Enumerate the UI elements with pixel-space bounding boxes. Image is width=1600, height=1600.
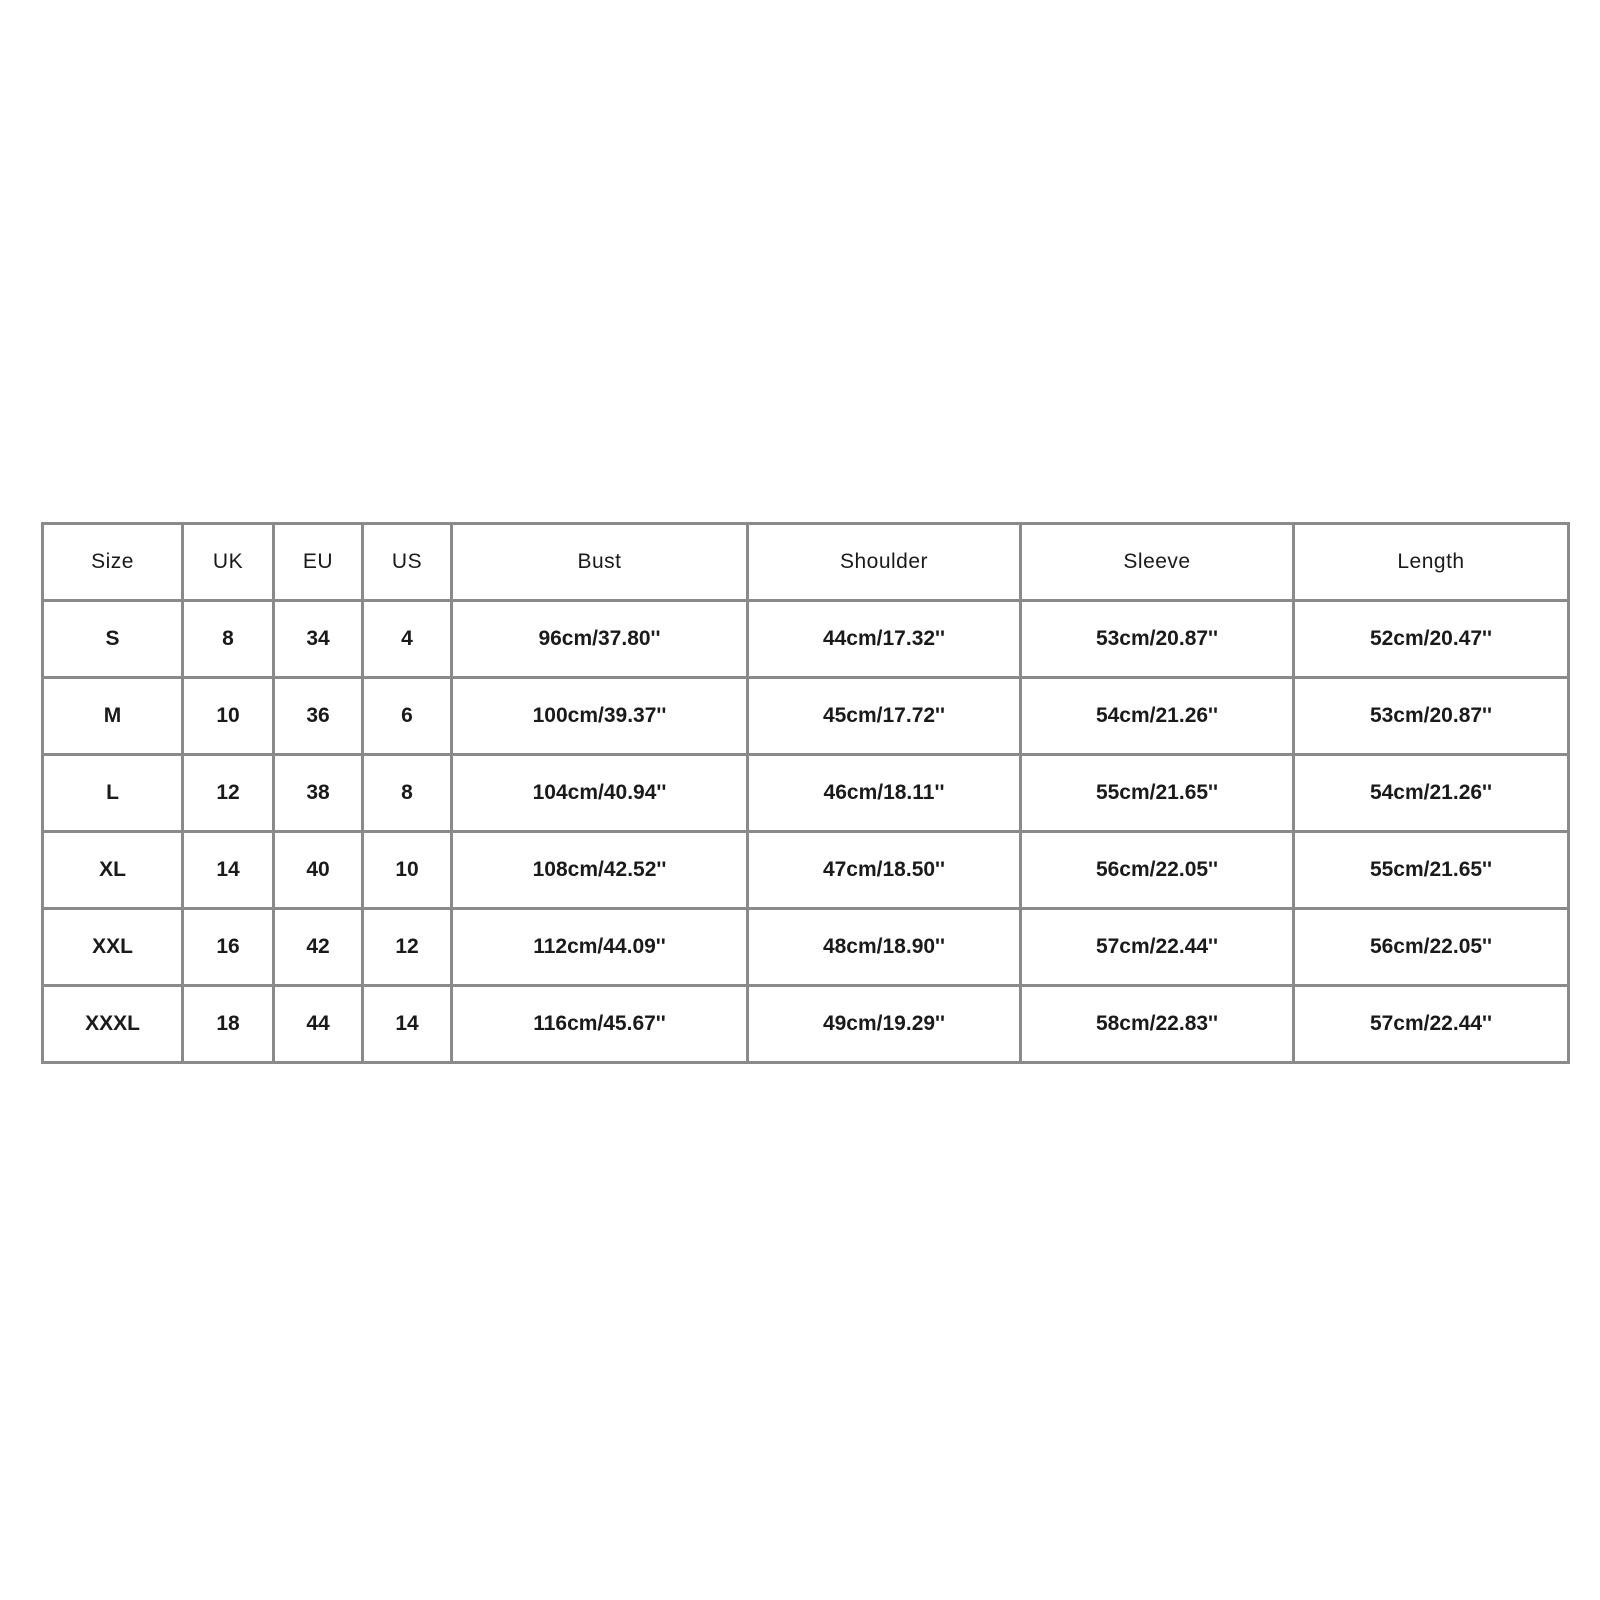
table-header-row: [43, 524, 1569, 601]
cell-eu: 34: [274, 601, 363, 678]
table-row: [43, 832, 1569, 909]
cell-size: L: [43, 755, 183, 832]
cell-bust: 96cm/37.80'': [452, 601, 748, 678]
cell-bust: 112cm/44.09'': [452, 909, 748, 986]
cell-us: 10: [363, 832, 452, 909]
cell-shoulder: 45cm/17.72'': [748, 678, 1021, 755]
cell-uk: 8: [183, 601, 274, 678]
cell-us: 4: [363, 601, 452, 678]
cell-sleeve: 54cm/21.26'': [1021, 678, 1294, 755]
header-shoulder: Shoulder: [748, 524, 1021, 601]
header-length: Length: [1294, 524, 1569, 601]
cell-shoulder: 47cm/18.50'': [748, 832, 1021, 909]
cell-size: XXXL: [43, 986, 183, 1063]
header-eu: EU: [274, 524, 363, 601]
table-row: [43, 909, 1569, 986]
cell-shoulder: 44cm/17.32'': [748, 601, 1021, 678]
cell-us: 14: [363, 986, 452, 1063]
cell-shoulder: 49cm/19.29'': [748, 986, 1021, 1063]
table-row: [43, 986, 1569, 1063]
cell-length: 57cm/22.44'': [1294, 986, 1569, 1063]
cell-sleeve: 58cm/22.83'': [1021, 986, 1294, 1063]
cell-bust: 116cm/45.67'': [452, 986, 748, 1063]
cell-uk: 14: [183, 832, 274, 909]
cell-length: 52cm/20.47'': [1294, 601, 1569, 678]
cell-length: 53cm/20.87'': [1294, 678, 1569, 755]
table-row: [43, 601, 1569, 678]
cell-shoulder: 46cm/18.11'': [748, 755, 1021, 832]
size-chart-table: [41, 522, 1570, 1064]
cell-sleeve: 53cm/20.87'': [1021, 601, 1294, 678]
cell-sleeve: 55cm/21.65'': [1021, 755, 1294, 832]
header-size: Size: [43, 524, 183, 601]
cell-size: M: [43, 678, 183, 755]
cell-length: 55cm/21.65'': [1294, 832, 1569, 909]
cell-uk: 18: [183, 986, 274, 1063]
cell-eu: 36: [274, 678, 363, 755]
table-row: [43, 678, 1569, 755]
cell-eu: 38: [274, 755, 363, 832]
cell-uk: 16: [183, 909, 274, 986]
header-sleeve: Sleeve: [1021, 524, 1294, 601]
cell-us: 8: [363, 755, 452, 832]
cell-us: 6: [363, 678, 452, 755]
cell-length: 56cm/22.05'': [1294, 909, 1569, 986]
cell-sleeve: 56cm/22.05'': [1021, 832, 1294, 909]
cell-size: S: [43, 601, 183, 678]
cell-us: 12: [363, 909, 452, 986]
cell-bust: 104cm/40.94'': [452, 755, 748, 832]
header-bust: Bust: [452, 524, 748, 601]
cell-bust: 108cm/42.52'': [452, 832, 748, 909]
header-us: US: [363, 524, 452, 601]
cell-eu: 44: [274, 986, 363, 1063]
cell-bust: 100cm/39.37'': [452, 678, 748, 755]
cell-length: 54cm/21.26'': [1294, 755, 1569, 832]
cell-size: XL: [43, 832, 183, 909]
cell-eu: 42: [274, 909, 363, 986]
cell-eu: 40: [274, 832, 363, 909]
cell-uk: 10: [183, 678, 274, 755]
cell-shoulder: 48cm/18.90'': [748, 909, 1021, 986]
cell-size: XXL: [43, 909, 183, 986]
cell-uk: 12: [183, 755, 274, 832]
cell-sleeve: 57cm/22.44'': [1021, 909, 1294, 986]
table-row: [43, 755, 1569, 832]
header-uk: UK: [183, 524, 274, 601]
